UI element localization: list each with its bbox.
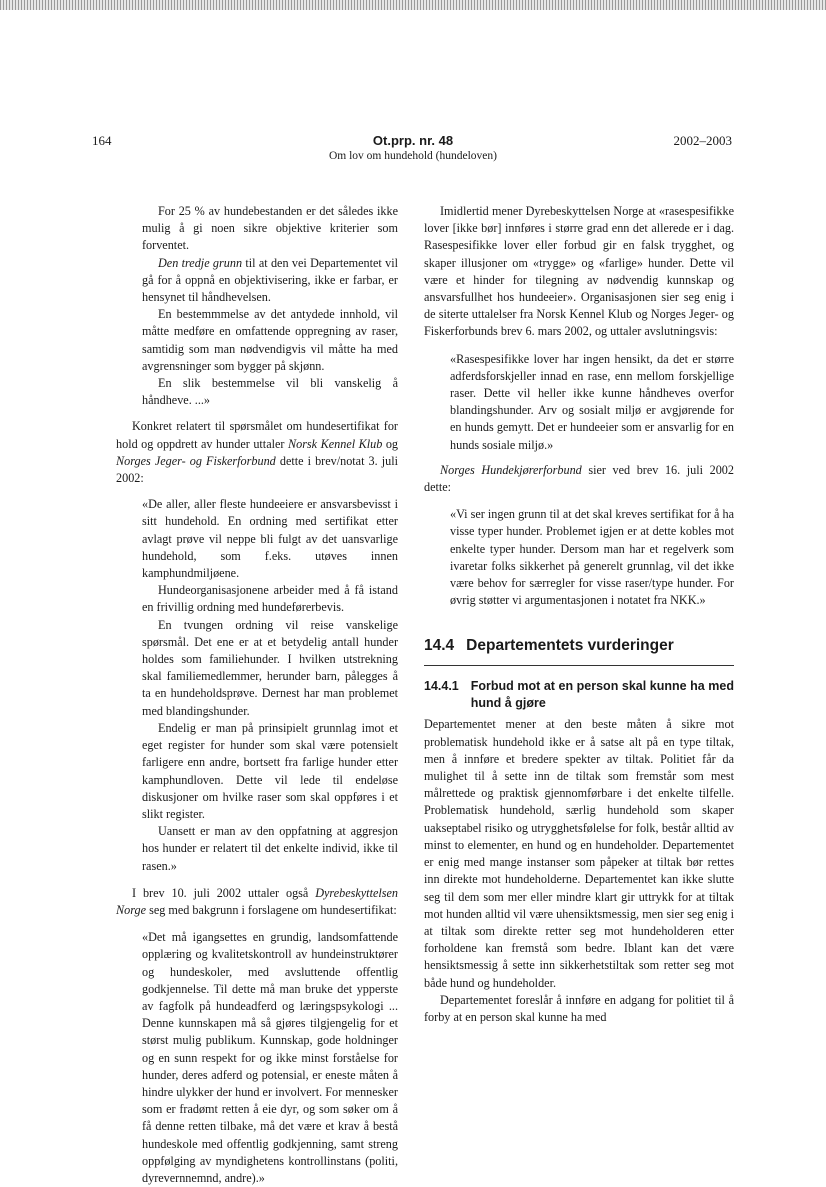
emphasis: Norges Hundekjørerforbund bbox=[440, 462, 582, 477]
text: og bbox=[382, 436, 399, 451]
paragraph: En tvungen ordning vil reise vanskelige spørsmål. Det ene er at et betydelig antall hunder holdes som familiehunder. I hvilken utstrekning skal familiemedlemmer, herunder barn, pålegges å ta en hundeholdsprøve. Dernest har man problemet med blandingshunder. bbox=[142, 617, 398, 718]
paragraph: Imidlertid mener Dyrebeskyttelsen Norge at «rasespesifikke lover [ikke bør] innføres i større grad enn det allerede er i dag. Rasespesifikke lover eller forbud gir en falsk trygghet, og skaper illusjoner om «trygge» og «farlige» hunder. Dette vil være et hinder for tilegning av nødvendig kunnskap og ansvarsfullhet hos hundeeier». Organisasjonen sier seg enig i de siterte uttalelser fra Norsk Kennel Klub og Norges Jeger- og Fiskerforbunds brev 6. mars 2002, og uttaler avslutningsvis: bbox=[424, 204, 734, 339]
text: seg med bakgrunn i forslagene om hundesertifikat: bbox=[146, 902, 397, 917]
paragraph bbox=[424, 462, 734, 496]
section-title: Departementets vurderinger bbox=[466, 637, 674, 655]
paragraph: «De aller, aller fleste hundeeiere er ansvarsbevisst i sitt hundehold. En ordning med sertifikat etter avlagt prøve vil neppe bli fulgt av det uansvarlige hundehold, som f.eks. utøves innen kamphundmiljøene. bbox=[142, 497, 398, 581]
paragraph: En slik bestemmelse vil bli vanskelig å håndheve. ...» bbox=[142, 376, 398, 408]
paragraph bbox=[116, 418, 398, 487]
section-heading bbox=[424, 635, 734, 666]
emphasis: Dyrebeskyttelsen Norge bbox=[116, 885, 398, 917]
quote-block bbox=[116, 203, 398, 409]
paragraph: Departementet mener at den beste måten å sikre mot problematisk hundehold ikke er å satse alt på en type tiltak, men å innføre et bredere spekter av tiltak. Politiet får da mulighet til å sette inn de tiltak som fremstår som mest målrettede og praktisk gjennomførbare i det enkelte tilfelle. Problematisk hundehold, særlig hundehold som skaper uakseptabel risiko og utrygghetsfølelse for folk, består alltid av minst to elementer, en hund og en hundeholder. Departementet er enig med mange instanser som påpeker at tiltak bør rettes inn direkte mot hundeholderne. Departementet kan ikke slutte seg til dem som mer eller mindre klart gir uttrykk for at tiltak mot hunden alltid vil være uhensiktsmessig, men sier seg enig i at tiltak som direkte retter seg mot hundeholderen etter forholdene kan fremstå som bedre. Iblant kan det være hensiktsmessig å sette inn sikkerhetstiltak som retter seg mot både hund og hundeholder. bbox=[424, 717, 734, 990]
paragraph: Hundeorganisasjonene arbeider med å få istand en frivillig ordning med hundeførerbevis. bbox=[142, 583, 398, 615]
quote-block bbox=[116, 929, 398, 1187]
text: Konkret relatert til spørsmålet om hundesertifikat for hold og oppdrett av hunder uttaler bbox=[116, 419, 398, 451]
right-column bbox=[424, 203, 734, 1026]
session-year: 2002–2003 bbox=[673, 133, 732, 148]
subsection-heading bbox=[424, 678, 734, 712]
left-column bbox=[116, 203, 398, 1187]
quote-block bbox=[116, 496, 398, 874]
paragraph: Uansett er man av den oppfatning at aggresjon hos hunder er relatert til det enkelte individ, ikke til rasen.» bbox=[142, 824, 398, 873]
subsection-title: Forbud mot at en person skal kunne ha med hund å gjøre bbox=[470, 679, 734, 711]
paragraph: «Det må igangsettes en grundig, landsomfattende opplæring og kvalitetskontroll av hundeinstruktører og hundeskoler, med avsluttende offentlig godkjennelse. Til dette må man bruke det ypperste av fagfolk på hundeadferd og læringspsykologi ... Denne kunnskapen må så gjøres tilgjengelig for et størst mulig publikum. Kunnskap, gode holdninger og en sunn respekt for og ikke minst forståelse for hunder, deres adferd og potensial, er eneste måten å hindre ulykker der hund er involvert. For mennesker som er fradømt retten å eie dyr, og som søker om å få denne retten tilbake, må det være et krav å bestå hundeskole med offentlig godkjenning, samt streng oppfølging av myndighetens kontrollinstans (politi, dyrevernnemnd, andre).» bbox=[142, 930, 398, 1185]
paragraph bbox=[116, 885, 398, 919]
paragraph: Departementet foreslår å innføre en adgang for politiet til å forby at en person skal kunne ha med bbox=[424, 992, 734, 1024]
paragraph: «Vi ser ingen grunn til at det skal kreves sertifikat for å ha visse typer hunder. Problemet igjen er at dette kobles mot enkelte typer hunder. Dersom man har et regelverk som ivaretar folks sikkerhet på generelt grunnlag, vil det ikke være behov for særregler for visse raser/type hunder. For øvrig støtter vi argumentasjonen i notatet fra NKK.» bbox=[450, 507, 734, 608]
document-subtitle: Om lov om hundehold (hundeloven) bbox=[328, 150, 497, 162]
emphasis: Den tredje grunn bbox=[158, 255, 243, 270]
paragraph: For 25 % av hundebestanden er det således ikke mulig å gi noen sikre objektive kriterier som forventet. bbox=[142, 204, 398, 253]
text: I brev 10. juli 2002 uttaler også bbox=[132, 885, 316, 900]
paragraph bbox=[142, 255, 398, 307]
subsection-number: 14.4.1 bbox=[424, 679, 459, 694]
text: dette i brev/notat 3. juli 2002: bbox=[116, 453, 399, 486]
section-number: 14.4 bbox=[424, 637, 455, 655]
scan-edge-strip bbox=[0, 0, 826, 10]
page-number: 164 bbox=[92, 133, 112, 148]
emphasis: Norsk Kennel Klub bbox=[287, 436, 383, 451]
quote-block bbox=[424, 506, 734, 609]
paragraph: Endelig er man på prinsipielt grunnlag imot et eget register for hunder som skal være potensielt farligere enn andre, bortsett fra farlige hunder etter kamphundloven. Dette vil lede til endeløse diskusjoner om hvilke raser som skal oppføres i et slikt register. bbox=[142, 720, 398, 821]
document-title: Ot.prp. nr. 48 bbox=[372, 133, 454, 148]
paragraph: «Rasespesifikke lover har ingen hensikt, da det er større adferdsforskjeller innad en rase, enn mellom forskjellige raser. Dette vil heller ikke kunne håndheves overfor blandingshunder. Arv og sosialt miljø er avgjørende for en hunds gemytt. Det er hundeeier som er ansvarlig for en hunds sosiale miljø.» bbox=[450, 351, 734, 452]
paragraph: En bestemmmelse av det antydede innhold, vil måtte medføre en omfattende oppregning av raser, samtidig som man nødvendigvis vil måtte ha med avgrensninger som bygger på skjønn. bbox=[142, 307, 398, 373]
text: sier ved brev 16. juli 2002 dette: bbox=[424, 462, 734, 495]
text: til at den vei Departementet vil gå for å oppnå en objektivisering, ikke er farbar, er hensynet til håndhevelsen. bbox=[142, 255, 398, 305]
quote-block bbox=[424, 351, 734, 454]
emphasis: Norges Jeger- og Fiskerforbund bbox=[116, 453, 276, 468]
